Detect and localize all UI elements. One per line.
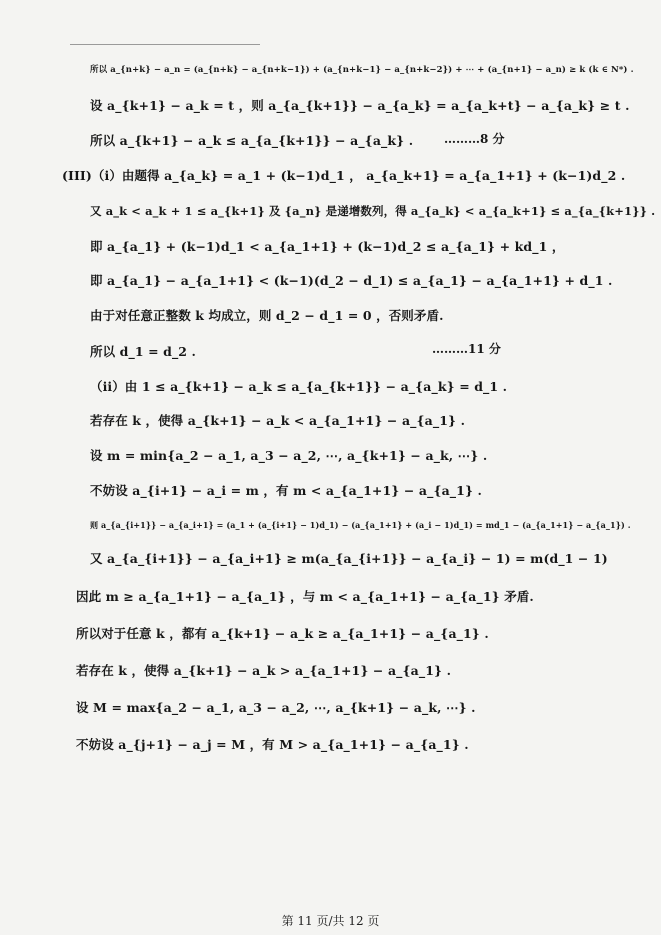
solution-line-17: 所以对于任意 k ，都有 a_{k+1} − a_k ≥ a_{a_1+1} − a_{a_1} . [76, 626, 489, 641]
solution-line-9: 所以 d_1 = d_2 . [90, 344, 197, 359]
solution-line-14: 则 a_{a_{i+1}} − a_{a_i+1} = (a_1 + (a_{i+1} − 1)d_1) − (a_{a_1+1} + (a_i − 1)d_1) = md_1 − (a_{a_1+1} − a_{a_1}) . [90, 520, 631, 530]
solution-line-7: 即 a_{a_1} − a_{a_1+1} < (k−1)(d_2 − d_1) ≤ a_{a_1} − a_{a_1+1} + d_1 . [90, 273, 613, 288]
solution-line-16: 因此 m ≥ a_{a_1+1} − a_{a_1} ，与 m < a_{a_1+1} − a_{a_1} 矛盾. [76, 589, 534, 604]
solution-line-3: 所以 a_{k+1} − a_k ≤ a_{a_{k+1}} − a_{a_k} . [90, 133, 414, 148]
solution-line-12: 设 m = min{a_2 − a_1, a_3 − a_2, ⋯, a_{k+1} − a_k, ⋯} . [90, 448, 488, 463]
solution-line-20: 不妨设 a_{j+1} − a_j = M ，有 M > a_{a_1+1} − a_{a_1} . [76, 737, 469, 752]
solution-line-15: 又 a_{a_{i+1}} − a_{a_i+1} ≥ m(a_{a_{i+1}} − a_{a_i} − 1) = m(d_1 − 1) [90, 551, 608, 566]
solution-line-4: (III)（ⅰ）由题得 a_{a_k} = a_1 + (k−1)d_1 ， a_{a_k+1} = a_{a_1+1} + (k−1)d_2 . [62, 168, 626, 183]
solution-line-1: 所以 a_{n+k} − a_n = (a_{n+k} − a_{n+k−1}) + (a_{n+k−1} − a_{n+k−2}) + ⋯ + (a_{n+1} − a_n) ≥ k (k ∈ N*) . [90, 65, 634, 75]
solution-line-2: 设 a_{k+1} − a_k = t ，则 a_{a_{k+1}} − a_{a_k} = a_{a_k+t} − a_{a_k} ≥ t . [90, 98, 630, 113]
solution-line-13: 不妨设 a_{i+1} − a_i = m ，有 m < a_{a_1+1} − a_{a_1} . [90, 483, 482, 498]
solution-line-18: 若存在 k ，使得 a_{k+1} − a_k > a_{a_1+1} − a_{a_1} . [76, 663, 452, 678]
page-footer: 第 11 页/共 12 页 [281, 914, 380, 928]
solution-line-19: 设 M = max{a_2 − a_1, a_3 − a_2, ⋯, a_{k+1} − a_k, ⋯} . [76, 700, 476, 715]
solution-line-10: （ⅱ）由 1 ≤ a_{k+1} − a_k ≤ a_{a_{k+1}} − a_{a_k} = d_1 . [90, 379, 508, 394]
solution-line-11: 若存在 k ，使得 a_{k+1} − a_k < a_{a_1+1} − a_{a_1} . [90, 413, 466, 428]
solution-line-8: 由于对任意正整数 k 均成立，则 d_2 − d_1 = 0 ，否则矛盾. [90, 308, 444, 323]
score-mark-11: ………11 分 [432, 342, 501, 356]
score-mark-8: ………8 分 [444, 132, 505, 146]
solution-line-5: 又 a_k < a_k + 1 ≤ a_{k+1} 及 {a_n} 是递增数列，得 a_{a_k} < a_{a_k+1} ≤ a_{a_{k+1}} . [90, 204, 656, 218]
top-rule [70, 44, 260, 45]
solution-line-6: 即 a_{a_1} + (k−1)d_1 < a_{a_1+1} + (k−1)d_2 ≤ a_{a_1} + kd_1 ， [90, 239, 565, 254]
